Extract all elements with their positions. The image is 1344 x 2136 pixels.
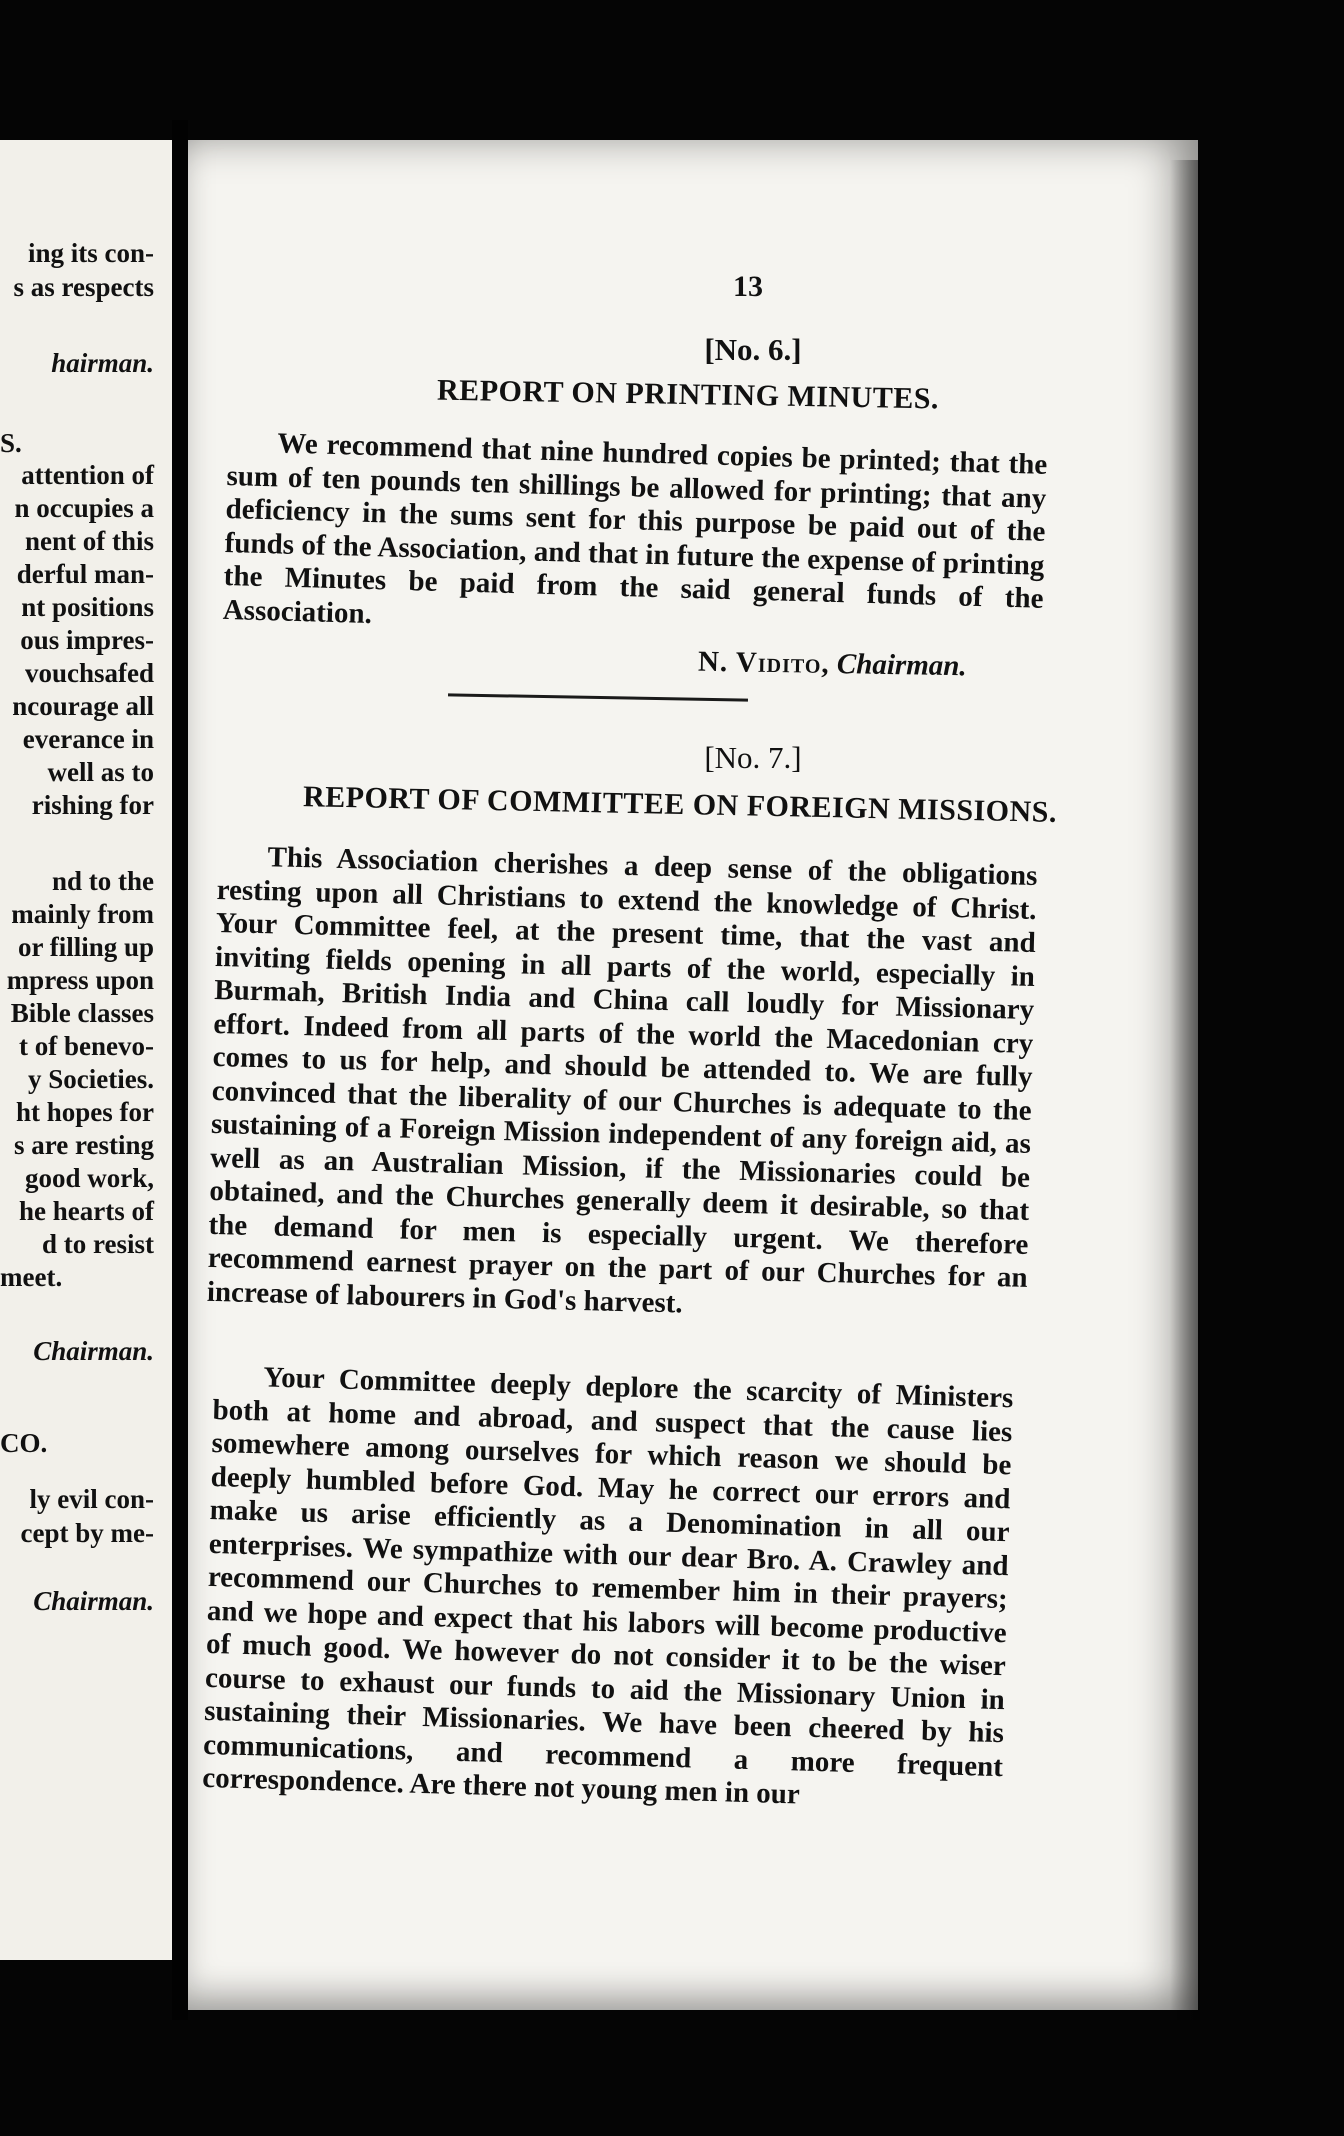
facing-line: d to resist <box>42 1229 154 1259</box>
facing-line: Chairman. <box>33 1586 154 1616</box>
facing-line: mainly from <box>11 899 154 929</box>
facing-line: ncourage all <box>12 691 154 721</box>
section-7-paragraph-2: Your Committee deeply deplore the scarcity of Ministers both at home and abroad, and suspect that the cause lies somewhere among ourselves for which reason we should be deeply humbled before God. May he correct our errors and make us arise efficiently as a Denomination in all our enterprises. We sympathize with our dear Bro. A. Crawley and recommend our Churches to remember him in their prayers; and we hope and expect that his labors will become productive of much good. We however do not consider it to be the wiser course to exhaust our funds to aid the Missionary Union in sustaining their Missionaries. We have been cheered by his communications, and recommend a more frequent correspondence. Are there not young men in our <box>201 1361 1014 1811</box>
facing-line: nd to the <box>51 866 154 896</box>
facing-line: derful man- <box>16 559 154 589</box>
facing-line: s are resting <box>14 1130 154 1160</box>
facing-line: well as to <box>47 757 154 787</box>
chairman-name: N. Vidito, <box>697 645 830 680</box>
facing-line: CO. <box>0 1428 48 1458</box>
facing-page-fragment <box>0 140 176 1960</box>
section-6-signature <box>698 646 967 684</box>
facing-line: nt positions <box>21 592 154 622</box>
section-divider <box>448 693 748 701</box>
facing-line: n occupies a <box>14 493 154 523</box>
page-13 <box>188 140 1198 2010</box>
facing-line: mpress upon <box>6 965 154 995</box>
facing-line: y Societies. <box>28 1064 154 1094</box>
facing-line: attention of <box>21 460 154 490</box>
section-7-paragraph-1: This Association cherishes a deep sense of the obligations resting upon all Christians to extend the knowledge of Christ. Your Committee feel, at the present time, that the vast and inviting fields opening in all parts of the world, especially in Burmah, British India and China call loudly for Missionary effort. Indeed from all parts of the world the Macedonian cry comes to us for help, and should be attended to. We are fully convinced that the liberality of our Churches is adequate to the sustaining of a Foreign Mission independent of any foreign aid, as well as an Australian Mission, if the Missionaries could be obtained, and the Churches generally deem it desirable, so that the demand for men is especially urgent. We therefore recommend earnest prayer on the part of our Churches for an increase of labourers in God's harvest. <box>206 841 1038 1319</box>
section-7-number: [No. 7.] <box>704 740 802 775</box>
section-7-title: REPORT OF COMMITTEE ON FOREIGN MISSIONS. <box>302 780 1058 829</box>
section-6-number: [No. 6.] <box>704 332 802 367</box>
facing-line: s as respects <box>13 272 154 302</box>
facing-line: cept by me- <box>20 1518 154 1548</box>
facing-line: t of benevo- <box>19 1031 154 1061</box>
facing-line: good work, <box>24 1163 154 1193</box>
facing-line: S. <box>0 428 22 458</box>
facing-line: ing its con- <box>27 238 154 268</box>
chairman-title: Chairman. <box>836 648 967 683</box>
facing-line: ly evil con- <box>29 1484 154 1514</box>
facing-line: nent of this <box>24 526 154 556</box>
facing-line: he hearts of <box>19 1196 154 1226</box>
page-shadow <box>1170 160 1200 2020</box>
facing-line: rishing for <box>31 790 154 820</box>
book-gutter <box>172 120 188 2020</box>
section-6-title: REPORT ON PRINTING MINUTES. <box>436 373 940 416</box>
facing-line: or filling up <box>17 932 154 962</box>
facing-line: hairman. <box>51 348 154 378</box>
facing-line: Bible classes <box>10 998 154 1028</box>
page-number: 13 <box>733 270 763 303</box>
facing-line: meet. <box>0 1262 63 1292</box>
facing-line: ous impres- <box>20 625 154 655</box>
facing-line: ht hopes for <box>15 1097 154 1127</box>
facing-line: everance in <box>22 724 154 754</box>
facing-line: vouchsafed <box>24 658 154 688</box>
section-6-body: We recommend that nine hundred copies be printed; that the sum of ten pounds ten shillings be allowed for printing; that any deficiency in the sums sent for this purpose be paid out of the funds of the Association, and that in future the expense of printing the Minutes be paid from the said general funds of the Association. <box>222 427 1048 630</box>
facing-line: Chairman. <box>33 1336 154 1366</box>
